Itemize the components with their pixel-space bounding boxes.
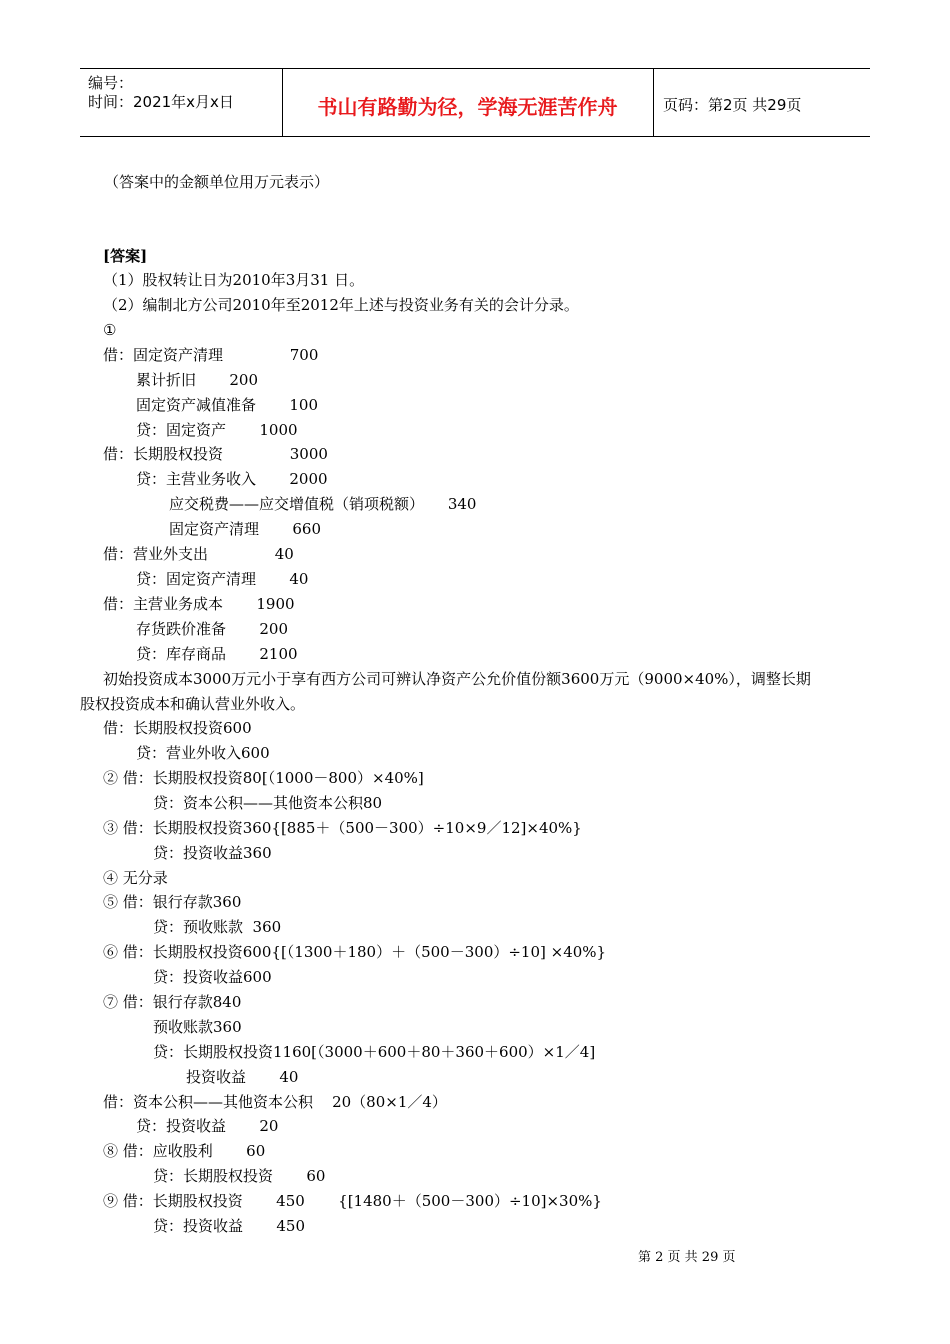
entry-line: 借：营业外支出 40 bbox=[103, 545, 294, 563]
header-page-label: 页码：第2页 共29页 bbox=[663, 96, 802, 114]
text-line: （2）编制北方公司2010年至2012年上述与投资业务有关的会计分录。 bbox=[103, 296, 579, 314]
entry-line: ⑤ 借：银行存款360 bbox=[103, 893, 242, 911]
header-motto-cell bbox=[282, 69, 654, 136]
entry-line: 贷：固定资产 1000 bbox=[136, 421, 298, 439]
entry-line: 借：资本公积——其他资本公积 20（80×1／4） bbox=[103, 1093, 447, 1111]
entry-line: 贷：投资收益 20 bbox=[136, 1117, 279, 1135]
entry-line: 投资收益 40 bbox=[186, 1068, 299, 1086]
entry-line: ⑥ 借：长期股权投资600{[（1300＋180）＋（500－300）÷10] ×40%} bbox=[103, 943, 607, 961]
header-page-cell bbox=[653, 69, 870, 136]
entry-line: 贷：库存商品 2100 bbox=[136, 645, 298, 663]
entry-line: ② 借：长期股权投资80[（1000－800）×40%] bbox=[103, 769, 424, 787]
page-footer: 第 2 页 共 29 页 bbox=[638, 1250, 736, 1265]
entry-line: 应交税费——应交增值税（销项税额） 340 bbox=[169, 495, 477, 513]
entry-line: 贷：主营业务收入 2000 bbox=[136, 470, 328, 488]
entry-line: 贷：长期股权投资 60 bbox=[153, 1167, 326, 1185]
entry-line: 贷：投资收益 450 bbox=[153, 1217, 306, 1235]
page-header bbox=[80, 68, 870, 137]
entry-line: 借：主营业务成本 1900 bbox=[103, 595, 295, 613]
text-line: ① bbox=[103, 321, 117, 339]
entry-line: 贷：营业外收入600 bbox=[136, 744, 270, 762]
entry-line: ⑦ 借：银行存款840 bbox=[103, 993, 242, 1011]
entry-line: 贷：预收账款 360 bbox=[153, 918, 282, 936]
entry-line: ③ 借：长期股权投资360{[885＋（500－300）÷10×9／12]×40%} bbox=[103, 819, 582, 837]
entry-line: 贷：投资收益360 bbox=[153, 844, 272, 862]
date-label: 时间：2021年x月x日 bbox=[88, 93, 234, 111]
header-left-cell bbox=[80, 69, 283, 136]
entry-line: 贷：固定资产清理 40 bbox=[136, 570, 309, 588]
answer-heading: [答案] bbox=[103, 247, 148, 265]
entry-line: 累计折旧 200 bbox=[136, 371, 259, 389]
entry-line: 贷：资本公积——其他资本公积80 bbox=[153, 794, 383, 812]
entry-line: 借：长期股权投资 3000 bbox=[103, 445, 328, 463]
entry-line: 固定资产减值准备 100 bbox=[136, 396, 319, 414]
paragraph-line: 股权投资成本和确认营业外收入。 bbox=[80, 695, 306, 713]
entry-line: ④ 无分录 bbox=[103, 869, 168, 887]
entry-line: 预收账款360 bbox=[153, 1018, 242, 1036]
entry-line: 固定资产清理 660 bbox=[169, 520, 322, 538]
entry-line: ⑨ 借：长期股权投资 450 {[1480＋（500－300）÷10]×30%} bbox=[103, 1192, 602, 1210]
entry-line: 存货跌价准备 200 bbox=[136, 620, 289, 638]
unit-note: （答案中的金额单位用万元表示） bbox=[104, 173, 330, 191]
text-line: （1）股权转让日为2010年3月31 日。 bbox=[103, 271, 365, 289]
number-label: 编号： bbox=[88, 74, 134, 92]
entry-line: 借：长期股权投资600 bbox=[103, 719, 252, 737]
entry-line: ⑧ 借：应收股利 60 bbox=[103, 1142, 266, 1160]
motto-text: 书山有路勤为径，学海无涯苦作舟 bbox=[317, 95, 618, 119]
paragraph-line: 初始投资成本3000万元小于享有西方公司可辨认净资产公允价值份额3600万元（9000×40%），调整长期 bbox=[103, 670, 811, 688]
entry-line: 贷：投资收益600 bbox=[153, 968, 272, 986]
entry-line: 借：固定资产清理 700 bbox=[103, 346, 319, 364]
entry-line: 贷：长期股权投资1160[（3000＋600＋80＋360＋600）×1／4] bbox=[153, 1043, 596, 1061]
